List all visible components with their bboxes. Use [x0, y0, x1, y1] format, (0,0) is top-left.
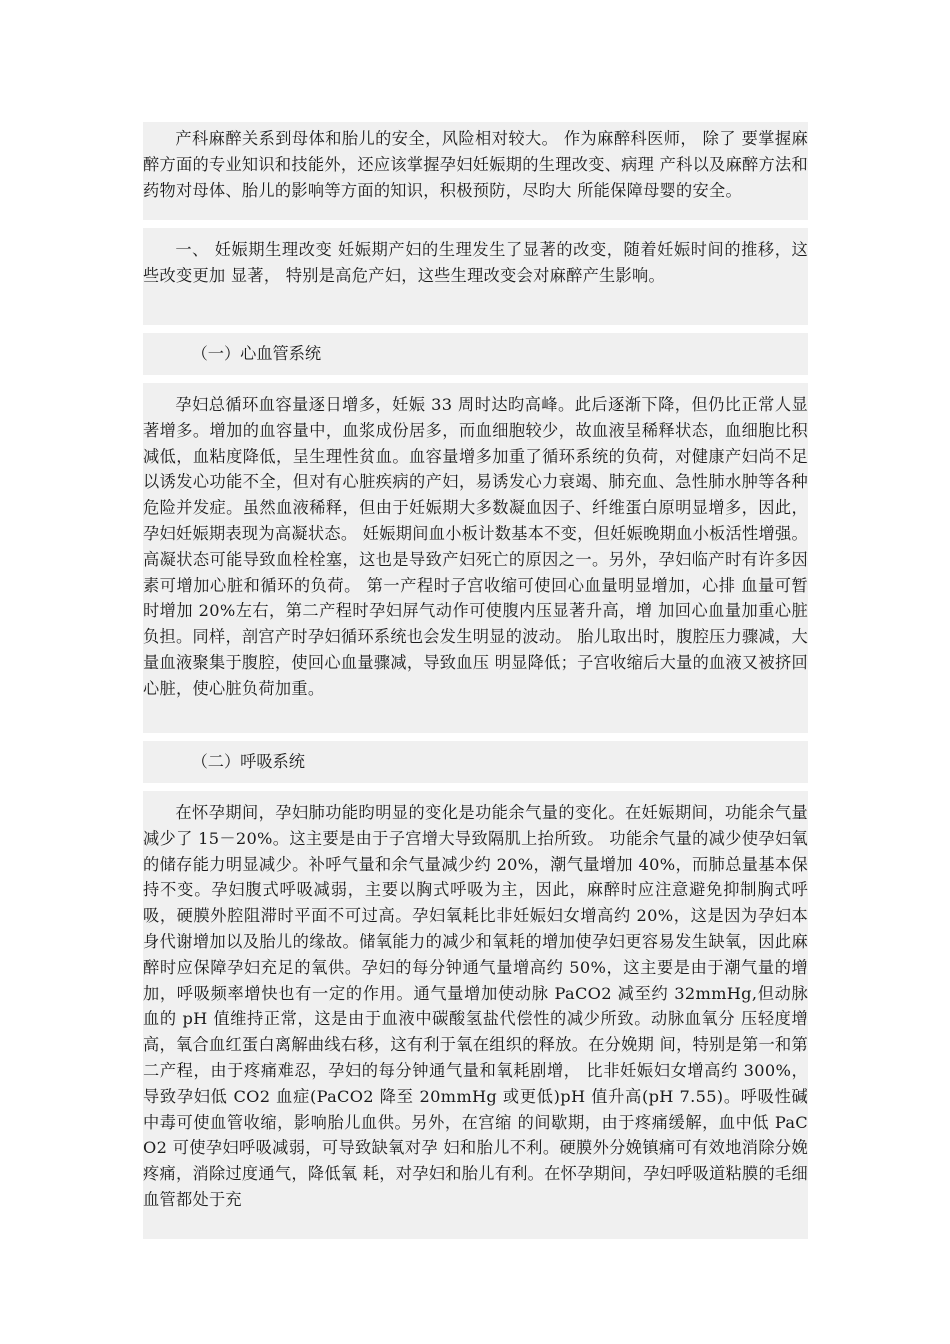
paragraph-gap — [143, 220, 808, 228]
paragraph-gap — [143, 733, 808, 741]
document-page — [143, 122, 808, 1239]
intro-paragraph: 产科麻醉关系到母体和胎儿的安全，风险相对较大。 作为麻醉科医师， 除了 要掌握麻醉方面的专业知识和技能外，还应该掌握孕妇妊娠期的生理改变、病理 产科以及麻醉方法和药物对母体、胎儿的影响等方面的知识，积极预防，尽昀大 所能保障母婴的安全。 — [143, 122, 808, 220]
respiratory-heading: （二）呼吸系统 — [143, 741, 808, 783]
cardiovascular-paragraph: 孕妇总循环血容量逐日增多，妊娠 33 周时达昀高峰。此后逐渐下降，但仍比正常人显著增多。增加的血容量中，血浆成份居多，而血细胞较少，故血液呈稀释状态，血细胞比积减低，血粘度降低，呈生理性贫血。血容量增多加重了循环系统的负荷，对健康产妇尚不足以诱发心功能不全，但对有心脏疾病的产妇，易诱发心力衰竭、肺充血、急性肺水肿等各种危险并发症。虽然血液稀释，但由于妊娠期大多数凝血因子、纤维蛋白原明显增多，因此，孕妇妊娠期表现为高凝状态。 妊娠期间血小板计数基本不变，但妊娠晚期血小板活性增强。高凝状态可能导致血栓栓塞，这也是导致产妇死亡的原因之一。另外，孕妇临产时有许多因素可增加心脏和循环的负荷。 第一产程时子宫收缩可使回心血量明显增加，心排 血量可暂时增加 20%左右，第二产程时孕妇屏气动作可使腹内压显著升高，增 加回心血量加重心脏负担。同样，剖宫产时孕妇循环系统也会发生明显的波动。 胎儿取出时，腹腔压力骤减，大量血液聚集于腹腔，使回心血量骤减，导致血压 明显降低；子宫收缩后大量的血液又被挤回心脏，使心脏负荷加重。 — [143, 383, 808, 733]
paragraph-gap — [143, 783, 808, 791]
respiratory-paragraph: 在怀孕期间，孕妇肺功能昀明显的变化是功能余气量的变化。在妊娠期间，功能余气量减少了 15－20%。这主要是由于子宫增大导致隔肌上抬所致。 功能余气量的减少使孕妇氧的储存能力明显减少。补呼气量和余气量减少约 20%，潮气量增加 40%，而肺总量基本保持不变。孕妇腹式呼吸减弱，主要以胸式呼吸为主，因此，麻醉时应注意避免抑制胸式呼吸，硬膜外腔阻滞时平面不可过高。孕妇氧耗比非妊娠妇女增高约 20%，这是因为孕妇本身代谢增加以及胎儿的缘故。储氧能力的减少和氧耗的增加使孕妇更容易发生缺氧，因此麻醉时应保障孕妇充足的氧供。孕妇的每分钟通气量增高约 50%，这主要是由于潮气量的增加，呼吸频率增快也有一定的作用。通气量增加使动脉 PaCO2 减至约 32mmHg,但动脉 血的 pH 值维持正常，这是由于血液中碳酸氢盐代偿性的减少所致。动脉血氧分 压轻度增高，氧合血红蛋白离解曲线右移，这有利于氧在组织的释放。在分娩期 间，特别是第一和第二产程，由于疼痛难忍，孕妇的每分钟通气量和氧耗剧增， 比非妊娠妇女增高约 300%，导致孕妇低 CO2 血症(PaCO2 降至 20mmHg 或更低)pH 值升高(pH 7.55)。呼吸性碱中毒可使血管收缩，影响胎儿血供。另外，在宫缩 的间歇期，由于疼痛缓解，血中低 PaCO2 可使孕妇呼吸减弱，可导致缺氧对孕 妇和胎儿不利。硬膜外分娩镇痛可有效地消除分娩疼痛，消除过度通气，降低氧 耗，对孕妇和胎儿有利。在怀孕期间，孕妇呼吸道粘膜的毛细血管都处于充 — [143, 791, 808, 1239]
paragraph-gap — [143, 325, 808, 333]
section-1-paragraph: 一、 妊娠期生理改变 妊娠期产妇的生理发生了显著的改变，随着妊娠时间的推移，这些改变更加 显著， 特别是高危产妇，这些生理改变会对麻醉产生影响。 — [143, 228, 808, 325]
paragraph-gap — [143, 375, 808, 383]
cardiovascular-heading: （一）心血管系统 — [143, 333, 808, 375]
